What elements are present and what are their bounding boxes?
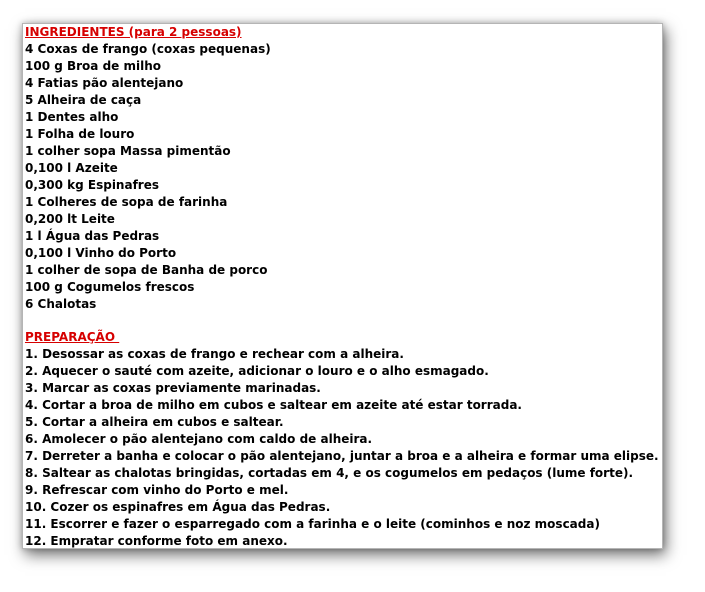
ingredients-title: INGREDIENTES (para 2 pessoas)	[25, 25, 242, 39]
ingredient-item: 1 colher sopa Massa pimentão	[25, 144, 231, 158]
preparation-step: 4. Cortar a broa de milho em cubos e saltear em azeite até estar torrada.	[25, 398, 522, 412]
preparation-step: 6. Amolecer o pão alentejano com caldo de alheira.	[25, 432, 373, 446]
ingredient-item: 1 Folha de louro	[25, 127, 135, 141]
ingredient-item: 6 Chalotas	[25, 297, 97, 311]
preparation-steps	[25, 346, 662, 550]
section-spacer	[25, 313, 662, 329]
ingredient-item: 0,300 kg Espinafres	[25, 178, 159, 192]
ingredient-item: 0,200 lt Leite	[25, 212, 115, 226]
recipe-card	[22, 23, 663, 549]
ingredient-item: 1 colher de sopa de Banha de porco	[25, 263, 268, 277]
ingredient-item: 0,100 l Azeite	[25, 161, 118, 175]
preparation-title: PREPARAÇÃO	[25, 330, 120, 344]
preparation-step: 10. Cozer os espinafres em Água das Pedras.	[25, 500, 331, 514]
ingredient-item: 4 Fatias pão alentejano	[25, 76, 184, 90]
preparation-step: 8. Saltear as chalotas bringidas, cortadas em 4, e os cogumelos em pedaços (lume forte).	[25, 466, 634, 480]
ingredient-item: 1 Colheres de sopa de farinha	[25, 195, 228, 209]
ingredient-item: 100 g Cogumelos frescos	[25, 280, 195, 294]
preparation-step: 2. Aquecer o sauté com azeite, adicionar o louro e o alho esmagado.	[25, 364, 489, 378]
preparation-step: 5. Cortar a alheira em cubos e saltear.	[25, 415, 284, 429]
ingredient-item: 1 l Água das Pedras	[25, 229, 160, 243]
preparation-step: 11. Escorrer e fazer o esparregado com a farinha e o leite (cominhos e noz moscada)	[25, 517, 600, 531]
preparation-step: 1. Desossar as coxas de frango e rechear com a alheira.	[25, 347, 404, 361]
ingredient-item: 1 Dentes alho	[25, 110, 119, 124]
preparation-step: 7. Derreter a banha e colocar o pão alentejano, juntar a broa e a alheira e formar uma elipse.	[25, 449, 659, 463]
ingredient-item: 0,100 l Vinho do Porto	[25, 246, 177, 260]
ingredient-item: 5 Alheira de caça	[25, 93, 142, 107]
ingredients-list	[25, 41, 662, 313]
preparation-step: 12. Empratar conforme foto em anexo.	[25, 534, 288, 548]
ingredient-item: 100 g Broa de milho	[25, 59, 162, 73]
preparation-step: 3. Marcar as coxas previamente marinadas.	[25, 381, 321, 395]
preparation-step: 9. Refrescar com vinho do Porto e mel.	[25, 483, 289, 497]
ingredient-item: 4 Coxas de frango (coxas pequenas)	[25, 42, 271, 56]
